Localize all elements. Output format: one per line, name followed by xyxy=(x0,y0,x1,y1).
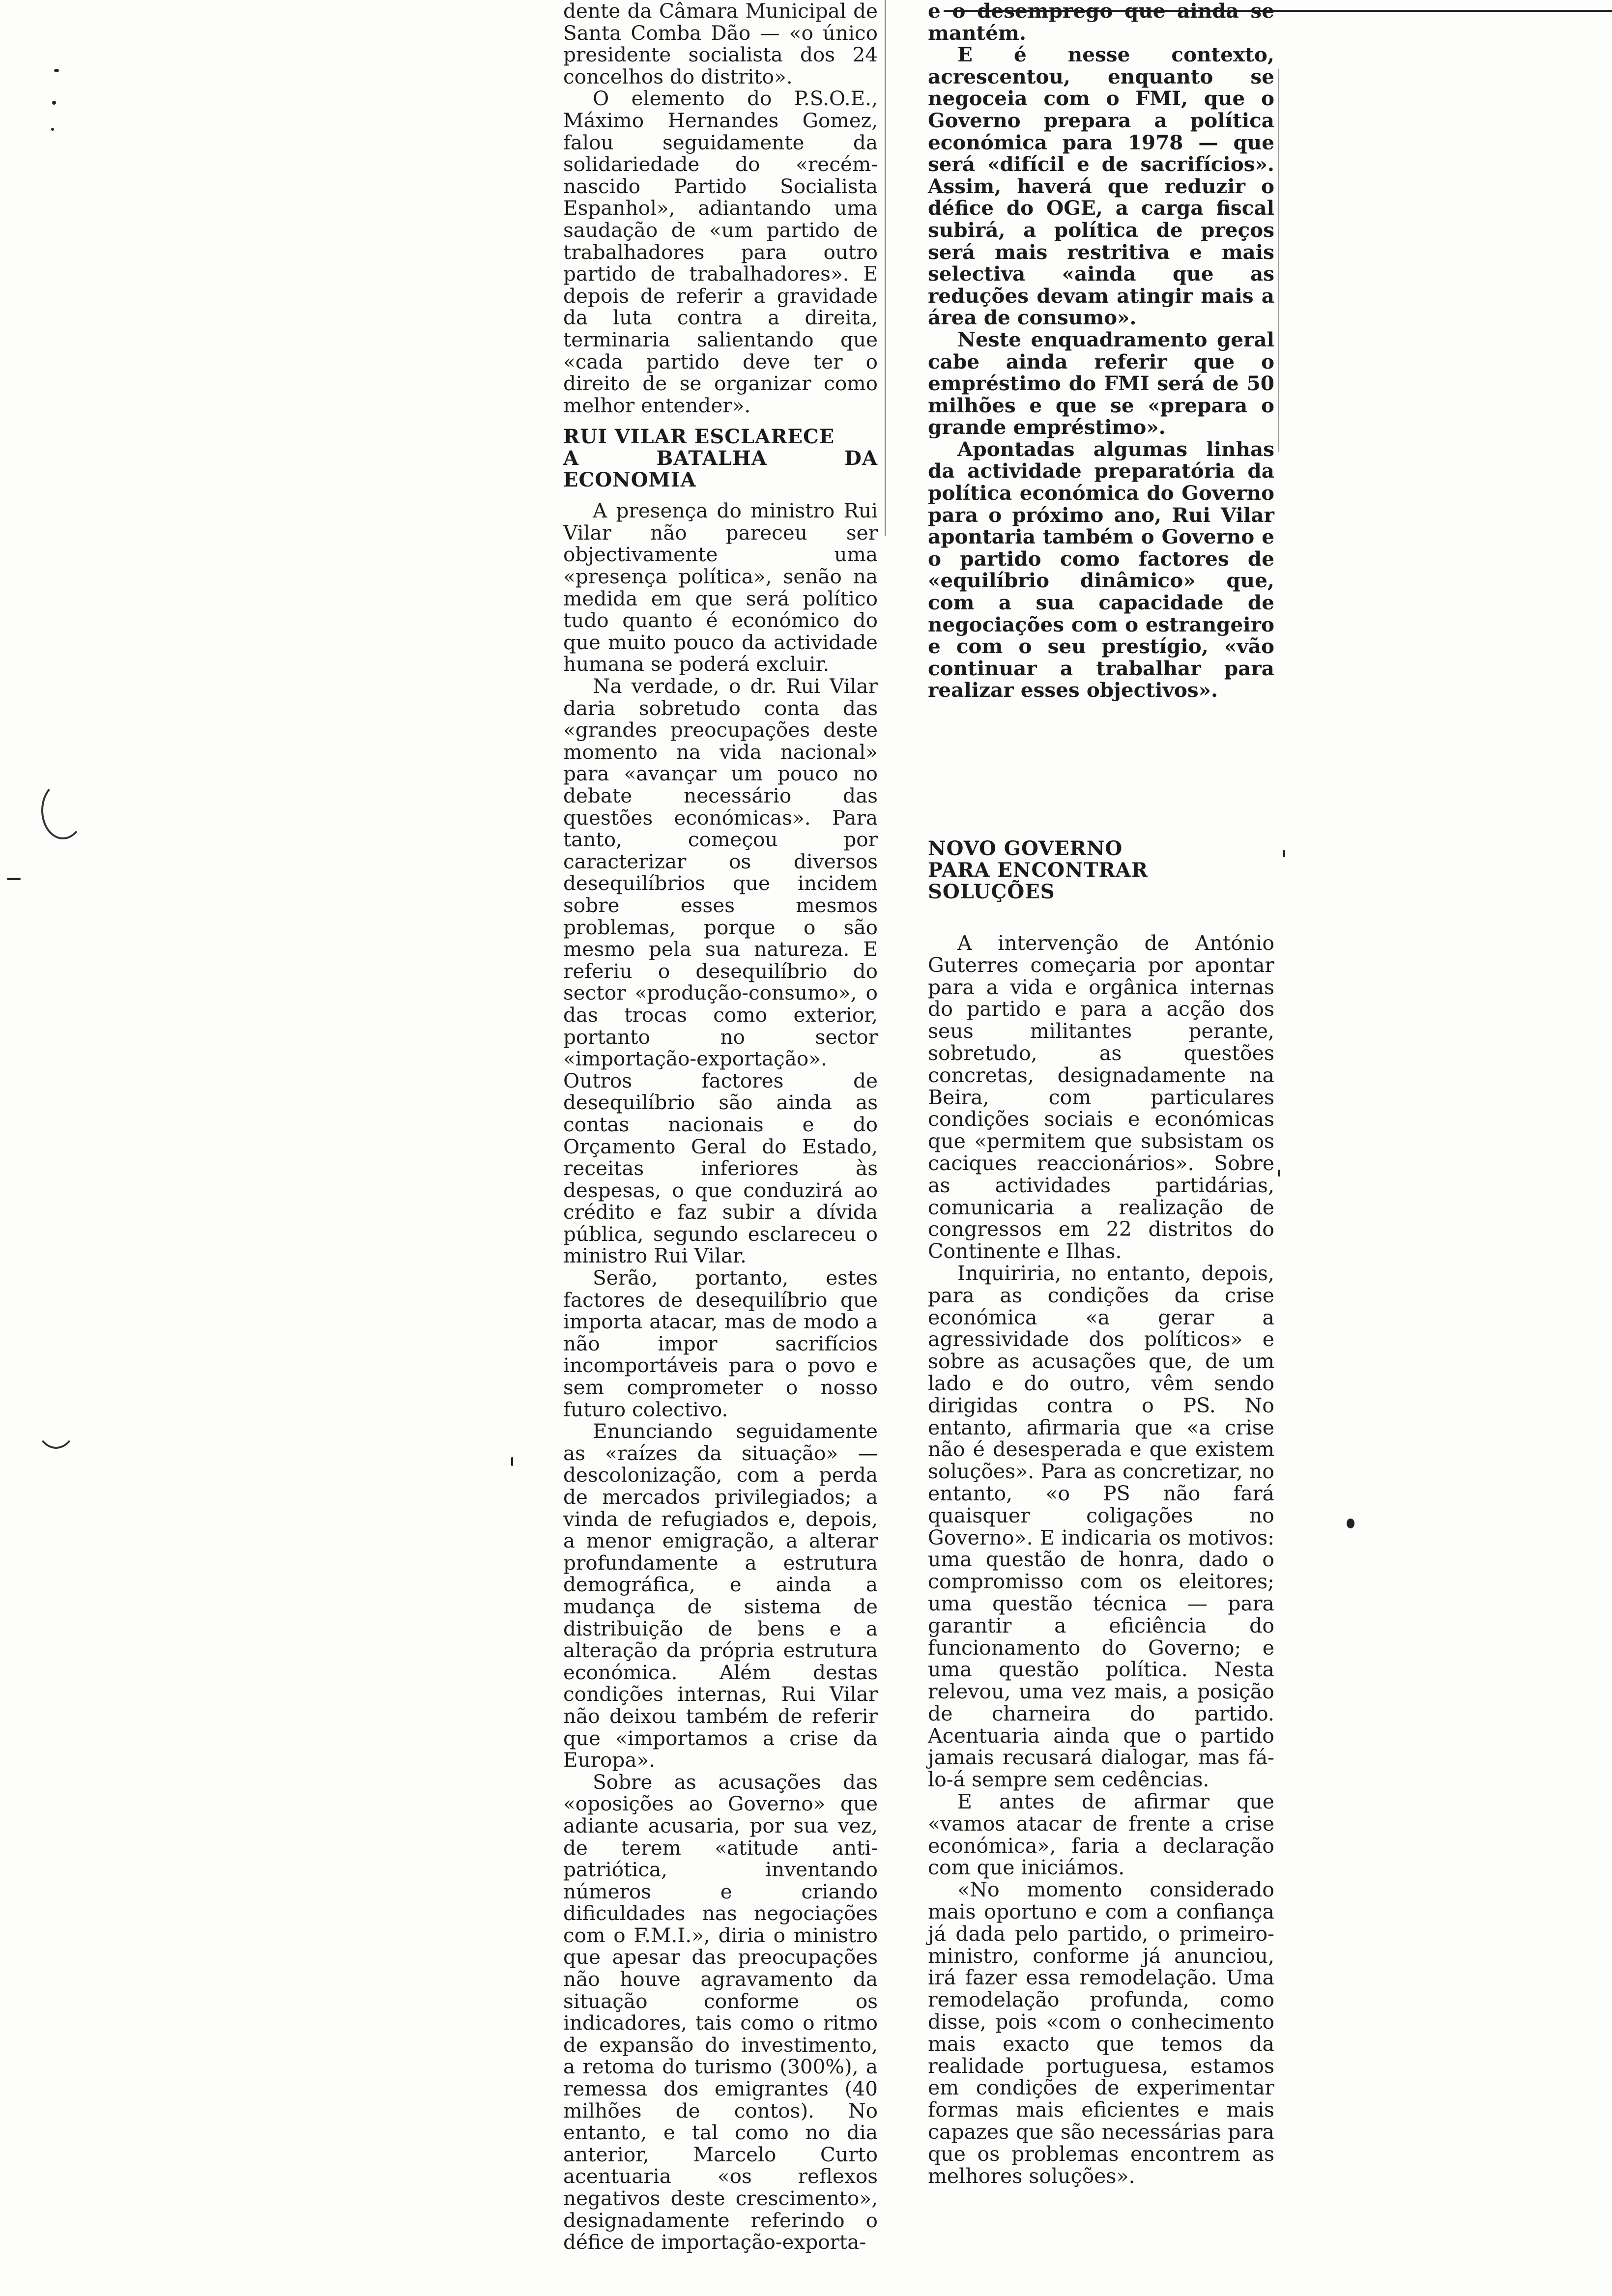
punch-hole-mark xyxy=(41,781,85,839)
article-paragraph: Enunciando seguidamente as «raízes da situação» — descolonização, com a perda de mercados privilegiados; a vinda de refugiados e, depois, a menor emigração, a alterar profundamente a estrutura demográfica, e ainda a mudança de sistema de distribuição de bens e a alteração da própria estrutura económica. Além destas condições internas, Rui Vilar não deixou também de referir que «importamos a crise da Europa». xyxy=(563,1419,878,1772)
left-article-column xyxy=(563,0,878,2253)
article-paragraph: Sobre as acusações das «oposições ao Governo» que adiante acusaria, por sua vez, de terem «atitude anti-patriótica, inventando números e criando dificuldades nas negociações com o F.M.I.», diria o ministro que apesar das preocupações não houve agravamento da situação conforme os indicadores, tais como o ritmo de expansão do investimento, a retoma do turismo (300%), a remessa dos emigrantes (40 milhões de contos). No entanto, e tal como no dia anterior, Marcelo Curto acentuaria «os reflexos negativos deste crescimento», designadamente referindo o défice de importação-exporta- xyxy=(563,1770,878,2254)
article-paragraph: dente da Câmara Municipal de Santa Comba Dão — «o único presidente socialista dos 24 concelhos do distrito». xyxy=(563,0,878,88)
article-paragraph: O elemento do P.S.O.E., Máximo Hernandes Gomez, falou seguidamente da solidariedade do «recém-nascido Partido Socialista Espanhol», adiantando uma saudação de «um partido de trabalhadores para outro partido de trabalhadores». E depois de referir a gravidade da luta contra a direita, terminaria salientando que «cada partido deve ter o direito de se organizar como melhor entender». xyxy=(563,86,878,417)
margin-speck xyxy=(54,69,59,72)
column-divider xyxy=(885,0,886,536)
section-heading-line: A BATALHA DA ECONOMIA xyxy=(563,447,878,492)
article-paragraph: Neste enquadramento geral cabe ainda referir que o empréstimo do FMI será de 50 milhões e que se «prepara o grande empréstimo». xyxy=(928,327,1274,439)
article-paragraph: A intervenção de António Guterres começaria por apontar para a vida e orgânica internas do partido e para a acção dos seus militantes perante, sobretudo, as questões concretas, designadamente na Beira, com particulares condições sociais e económicas que «permitem que subsistam os caciques reaccionários». Sobre as actividades partidárias, comunicaria a realização de congressos em 22 distritos do Continente e Ilhas. xyxy=(928,931,1274,1263)
section-heading-line: NOVO GOVERNO xyxy=(928,837,1123,860)
section-heading xyxy=(563,426,878,491)
section-heading-line: RUI VILAR ESCLARECE xyxy=(563,425,835,449)
article-paragraph: Apontadas algumas linhas da actividade preparatória da política económica do Governo para o próximo ano, Rui Vilar apontaria também o Governo e o partido como factores de «equilíbrio dinâmico» que, com a sua capacidade de negociações com o estrangeiro e com o seu prestígio, «vão continuar a trabalhar para realizar esses objectivos». xyxy=(928,437,1274,702)
margin-speck xyxy=(1283,850,1285,857)
right-article-column-lower xyxy=(928,838,1274,2187)
punch-hole-mark xyxy=(34,1391,78,1449)
right-article-column-upper xyxy=(928,0,1274,701)
article-paragraph: «No momento considerado mais oportuno e com a confiança já dada pelo partido, o primeiro-ministro, conforme já anunciou, irá fazer essa remodelação. Uma remodelação profunda, como disse, pois «com o conhecimento mais exacto que temos da realidade portuguesa, estamos em condições de experimentar formas mais eficientes e mais capazes que são necessárias para que os problemas encontrem as melhores soluções». xyxy=(928,1878,1274,2188)
margin-speck xyxy=(1278,1170,1280,1177)
article-paragraph: Na verdade, o dr. Rui Vilar daria sobretudo conta das «grandes preocupações deste momento na vida nacional» para «avançar um pouco no debate necessário das questões económicas». Para tanto, começou por caracterizar os diversos desequilíbrios que incidem sobre esses mesmos problemas, porque o são mesmo pela sua natureza. E referiu o desequilíbrio do sector «produção-consumo», o das trocas como exterior, portanto no sector «importação-exportação». Outros factores de desequilíbrio são ainda as contas nacionais e do Orçamento Geral do Estado, receitas inferiores às despesas, o que conduzirá ao crédito e faz subir a dívida pública, segundo esclareceu o ministro Rui Vilar. xyxy=(563,674,878,1268)
margin-speck xyxy=(511,1457,513,1466)
section-heading-line: SOLUÇÕES xyxy=(928,880,1055,903)
article-paragraph: Inquiriria, no entanto, depois, para as condições da crise económica «a gerar a agressividade dos políticos» e sobre as acusações que, de um lado e do outro, vêm sendo dirigidas contra o PS. No entanto, afirmaria que «a crise não é desesperada e que existem soluções». Para as concretizar, no entanto, «o PS não fará quaisquer coligações no Governo». E indicaria os motivos: uma questão de honra, dado o compromisso com os eleitores; uma questão técnica — para garantir a eficiência do funcionamento do Governo; e uma questão política. Nesta relevou, uma vez mais, a posição de charneira do partido. Acentuaria ainda que o partido jamais recusará dialogar, mas fá-lo-á sempre sem cedências. xyxy=(928,1261,1274,1792)
right-margin-rule xyxy=(1278,69,1279,452)
margin-speck xyxy=(1347,1519,1354,1528)
article-paragraph: E antes de afirmar que «vamos atacar de frente a crise económica», faria a declaração com que iniciámos. xyxy=(928,1790,1274,1880)
margin-speck xyxy=(7,878,21,880)
article-paragraph: Serão, portanto, estes factores de desequilíbrio que importa atacar, mas de modo a não impor sacrifícios incomportáveis para o povo e sem comprometer o nosso futuro colectivo. xyxy=(563,1266,878,1421)
article-paragraph: A presença do ministro Rui Vilar não pareceu ser objectivamente uma «presença política», senão na medida em que será político tudo quanto é económico do que muito pouco da actividade humana se poderá excluir. xyxy=(563,499,878,676)
article-paragraph: e o desemprego que ainda se mantém. xyxy=(928,0,1274,45)
margin-speck xyxy=(51,128,54,131)
article-paragraph: E é nesse contexto, acrescentou, enquanto se negoceia com o FMI, que o Governo prepara a política económica para 1978 — que será «difícil e de sacrifícios». Assim, haverá que reduzir o défice do OGE, a carga fiscal subirá, a política de preços será mais restritiva e mais selectiva «ainda que as reduções devam atingir mais a área de consumo». xyxy=(928,43,1274,330)
section-heading-line: PARA ENCONTRAR xyxy=(928,859,1148,882)
margin-speck xyxy=(52,101,56,105)
section-heading xyxy=(928,838,1274,903)
